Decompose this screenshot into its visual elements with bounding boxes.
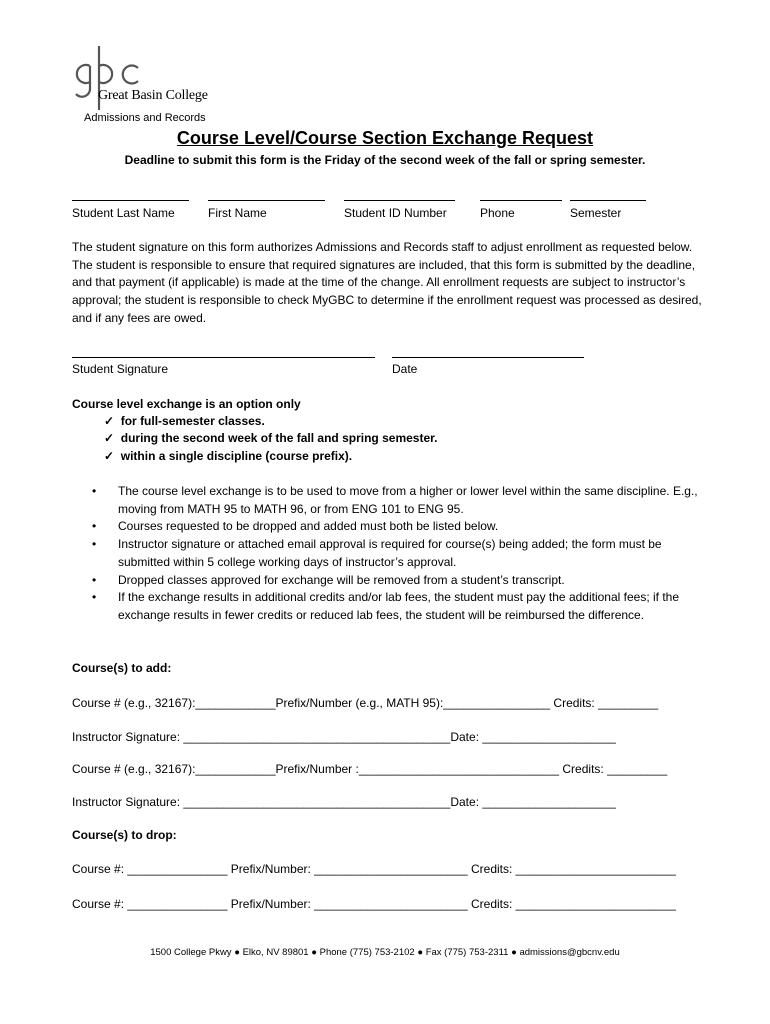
drop-course-row-2[interactable]: Course #: _______________ Prefix/Number: _______________________ Credits: ________________________ xyxy=(72,897,676,911)
add-course-row-1[interactable]: Course # (e.g., 32167):____________Prefix/Number (e.g., MATH 95):________________ Credits: _________ xyxy=(72,696,659,710)
deadline-notice: Deadline to submit this form is the Friday of the second week of the fall or spring semester. xyxy=(124,153,646,167)
phone-line[interactable] xyxy=(480,200,562,201)
list-item: • The course level exchange is to be used to move from a higher or lower level within the same discipline. E.g., moving from MATH 95 to MATH 96, or from ENG 101 to ENG 95. xyxy=(92,484,698,516)
add-section-heading: Course(s) to add: xyxy=(72,661,172,675)
check-item xyxy=(104,449,352,463)
student-signature-label: Student Signature xyxy=(72,362,169,376)
rules-list xyxy=(72,483,712,625)
student-signature-line[interactable] xyxy=(72,357,375,358)
last-name-label: Student Last Name xyxy=(72,206,175,220)
checkmark-icon: ✓ xyxy=(104,414,121,428)
list-item: • Instructor signature or attached email approval is required for course(s) being added; the form must be submitted within 5 college working days of instructor’s approval. xyxy=(92,537,662,569)
checkmark-icon: ✓ xyxy=(104,431,121,445)
add-instructor-row-1[interactable]: Instructor Signature: ________________________________________Date: ____________________ xyxy=(72,730,616,744)
check-item xyxy=(104,414,265,428)
last-name-line[interactable] xyxy=(72,200,189,201)
page-title: Course Level/Course Section Exchange Request xyxy=(176,128,594,148)
logo-text: Great Basin College xyxy=(98,88,208,103)
department-name: Admissions and Records xyxy=(84,112,206,124)
option-heading: Course level exchange is an option only xyxy=(72,397,301,411)
bullet-icon: • xyxy=(92,572,97,587)
signature-date-label: Date xyxy=(392,362,418,376)
bullet-icon: • xyxy=(92,519,97,534)
semester-label: Semester xyxy=(570,206,622,220)
drop-course-row-1[interactable]: Course #: _______________ Prefix/Number: _______________________ Credits: ________________________ xyxy=(72,862,676,876)
check-item-text: within a single discipline (course prefix). xyxy=(120,449,353,463)
check-item xyxy=(104,431,437,445)
signature-date-line[interactable] xyxy=(392,357,584,358)
checkmark-icon: ✓ xyxy=(104,449,121,463)
footer-contact: 1500 College Pkwy ● Elko, NV 89801 ● Phone (775) 753-2102 ● Fax (775) 753-2311 ● admissions@gbcnv.edu xyxy=(150,947,620,958)
bullet-icon: • xyxy=(92,590,97,605)
list-item: • Courses requested to be dropped and added must both be listed below. xyxy=(72,518,712,536)
student-id-line[interactable] xyxy=(344,200,455,201)
check-item-text: for full-semester classes. xyxy=(120,414,265,428)
semester-line[interactable] xyxy=(570,200,646,201)
list-item: • Dropped classes approved for exchange will be removed from a student’s transcript. xyxy=(72,572,712,590)
first-name-line[interactable] xyxy=(208,200,325,201)
authorization-paragraph: The student signature on this form authorizes Admissions and Records staff to adjust enrollment as requested below. The student is responsible to ensure that required signatures are included, that this form is submitted by the deadline, and that payment (if applicable) is made at the time of the change. All enrollment requests are subject to instructor’s approval; the student is responsible to check MyGBC to determine if the enrollment request was processed as desired, and if any fees are owed. xyxy=(72,240,702,325)
drop-section-heading: Course(s) to drop: xyxy=(72,828,177,842)
bullet-icon: • xyxy=(92,537,97,552)
add-course-row-2[interactable]: Course # (e.g., 32167):____________Prefix/Number :______________________________ Credits: _________ xyxy=(72,762,668,776)
phone-label: Phone xyxy=(480,206,515,220)
first-name-label: First Name xyxy=(208,206,267,220)
check-item-text: during the second week of the fall and spring semester. xyxy=(120,431,438,445)
list-item: • If the exchange results in additional credits and/or lab fees, the student must pay the additional fees; if the exchange results in fewer credits or reduced lab fees, the student will be reimbursed the difference. xyxy=(92,590,680,622)
bullet-icon: • xyxy=(92,484,97,498)
student-id-label: Student ID Number xyxy=(344,206,447,220)
add-instructor-row-2[interactable]: Instructor Signature: ________________________________________Date: ____________________ xyxy=(72,795,616,809)
